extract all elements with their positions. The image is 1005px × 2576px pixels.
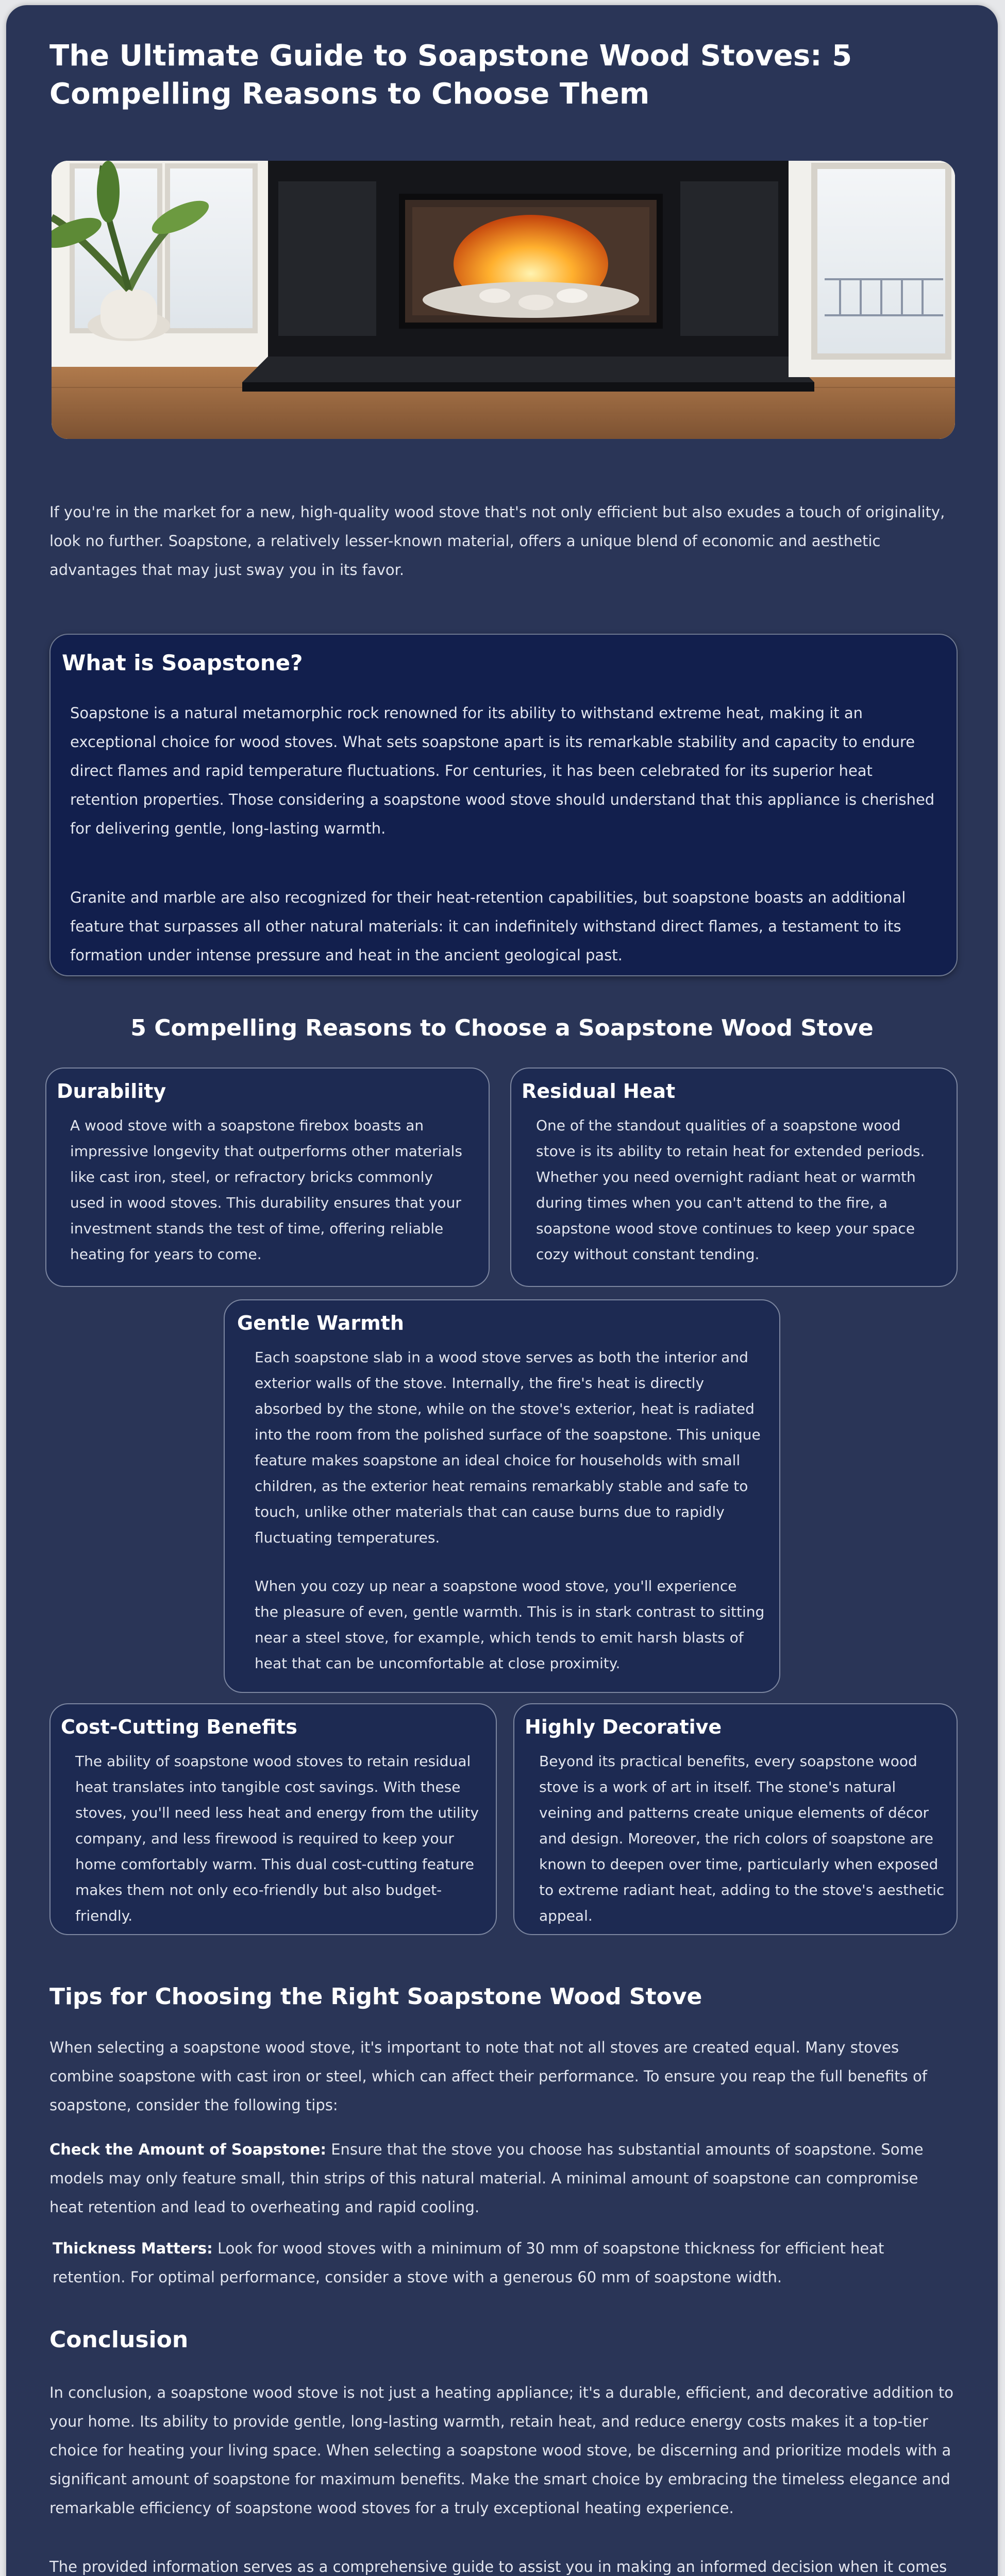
durability-title: Durability (57, 1080, 166, 1103)
conclusion-heading: Conclusion (49, 2327, 189, 2353)
reasons-heading: 5 Compelling Reasons to Choose a Soapstone Wood Stove (130, 1015, 874, 1041)
gentle-warmth-paragraph-1: Each soapstone slab in a wood stove serves as both the interior and exterior walls of the stove. Internally, the fire's heat is directly absorbed by the stone, while on the stove's exterior, heat is radiated into the room from the polished surface of the soapstone. This unique feature makes soapstone an ideal choice for households with small children, as the exterior heat remains remarkably stable and safe to touch, unlike other materials that can cause burns due to rapidly fluctuating temperatures. (255, 1349, 761, 1546)
tip-thickness-text: Look for wood stoves with a minimum of 30 mm of soapstone thickness for efficient heat retention. For optimal performance, consider a stove with a generous 60 mm of soapstone width. (53, 2240, 884, 2286)
residual-heat-title: Residual Heat (522, 1080, 676, 1103)
durability-card (45, 1067, 490, 1287)
tip-check-amount-text: Ensure that the stove you choose has substantial amounts of soapstone. Some models may only feature small, thin strips of this natural material. A minimal amount of soapstone can compromise heat retention and lead to overheating and rapid cooling. (49, 2141, 924, 2216)
hero-image (52, 161, 955, 439)
what-is-soapstone-heading: What is Soapstone? (62, 650, 303, 675)
what-is-soapstone-card (49, 634, 958, 976)
highly-decorative-text: Beyond its practical benefits, every soapstone wood stove is a work of art in itself. The stone's natural veining and patterns create unique elements of décor and design. Moreover, the rich colors of soapstone are known to deepen over time, particularly when exposed to extreme radiant heat, adding to the stove's aesthetic appeal. (539, 1753, 945, 1924)
highly-decorative-title: Highly Decorative (525, 1716, 722, 1738)
cost-cutting-card (49, 1703, 497, 1935)
residual-heat-text: One of the standout qualities of a soapstone wood stove is its ability to retain heat for extended periods. Whether you need overnight radiant heat or warmth during times when you can't attend to the fire, a soapstone wood stove continues to keep your space cozy without constant tending. (536, 1117, 925, 1263)
cost-cutting-text: The ability of soapstone wood stoves to retain residual heat translates into tangible cost savings. With these stoves, you'll need less heat and energy from the utility company, and less firewood is required to keep your home comfortably warm. This dual cost-cutting feature makes them not only eco-friendly but also budget-friendly. (75, 1753, 479, 1924)
gentle-warmth-card (224, 1299, 780, 1693)
conclusion-paragraph-1: In conclusion, a soapstone wood stove is not just a heating appliance; it's a durable, efficient, and decorative addition to your home. Its ability to provide gentle, long-lasting warmth, retain heat, and reduce energy costs makes it a top-tier choice for heating your living space. When selecting a soapstone wood stove, be discerning and prioritize models with a significant amount of soapstone for maximum benefits. Make the smart choice by embracing the timeless elegance and remarkable efficiency of soapstone wood stoves for a truly exceptional heating experience. (49, 2384, 953, 2517)
gentle-warmth-paragraph-2: When you cozy up near a soapstone wood stove, you'll experience the pleasure of even, gentle warmth. This is in stark contrast to sitting near a steel stove, for example, which tends to emit harsh blasts of heat that can be uncomfortable at close proximity. (255, 1578, 765, 1672)
gentle-warmth-title: Gentle Warmth (237, 1312, 404, 1334)
tip-thickness (53, 2234, 960, 2292)
page-title: The Ultimate Guide to Soapstone Wood Stoves: 5 Compelling Reasons to Choose Them (49, 39, 852, 111)
cost-cutting-title: Cost-Cutting Benefits (61, 1716, 297, 1738)
article-page (6, 5, 998, 2576)
durability-text: A wood stove with a soapstone firebox boasts an impressive longevity that outperforms other materials like cast iron, steel, or refractory bricks commonly used in wood stoves. This durability ensures that your investment stands the test of time, offering reliable heating for years to come. (70, 1117, 462, 1263)
residual-heat-card (510, 1067, 958, 1287)
conclusion-paragraph-2: The provided information serves as a comprehensive guide to assist you in making an informed decision when it comes (49, 2558, 947, 2575)
tip-thickness-label: Thickness Matters: (53, 2240, 213, 2257)
tip-check-amount-label: Check the Amount of Soapstone: (49, 2141, 327, 2158)
highly-decorative-card (513, 1703, 958, 1935)
intro-paragraph: If you're in the market for a new, high-quality wood stove that's not only efficient but also exudes a touch of originality, look no further. Soapstone, a relatively lesser-known material, offers a unique blend of economic and aesthetic advantages that may just sway you in its favor. (49, 503, 945, 579)
tips-intro: When selecting a soapstone wood stove, it's important to note that not all stoves are created equal. Many stoves combine soapstone with cast iron or steel, which can affect their performance. To ensure you reap the full benefits of soapstone, consider the following tips: (49, 2039, 927, 2114)
what-is-soapstone-paragraph-1: Soapstone is a natural metamorphic rock renowned for its ability to withstand extreme heat, making it an exceptional choice for wood stoves. What sets soapstone apart is its remarkable stability and capacity to endure direct flames and rapid temperature fluctuations. For centuries, it has been celebrated for its superior heat retention properties. Those considering a soapstone wood stove should understand that this appliance is cherished for delivering gentle, long-lasting warmth. (70, 704, 935, 837)
what-is-soapstone-paragraph-2: Granite and marble are also recognized for their heat-retention capabilities, but soapstone boasts an additional feature that surpasses all other natural materials: it can indefinitely withstand direct flames, a testament to its formation under intense pressure and heat in the ancient geological past. (70, 889, 906, 964)
tip-check-amount (49, 2135, 957, 2222)
tips-heading: Tips for Choosing the Right Soapstone Wood Stove (49, 1984, 702, 2010)
